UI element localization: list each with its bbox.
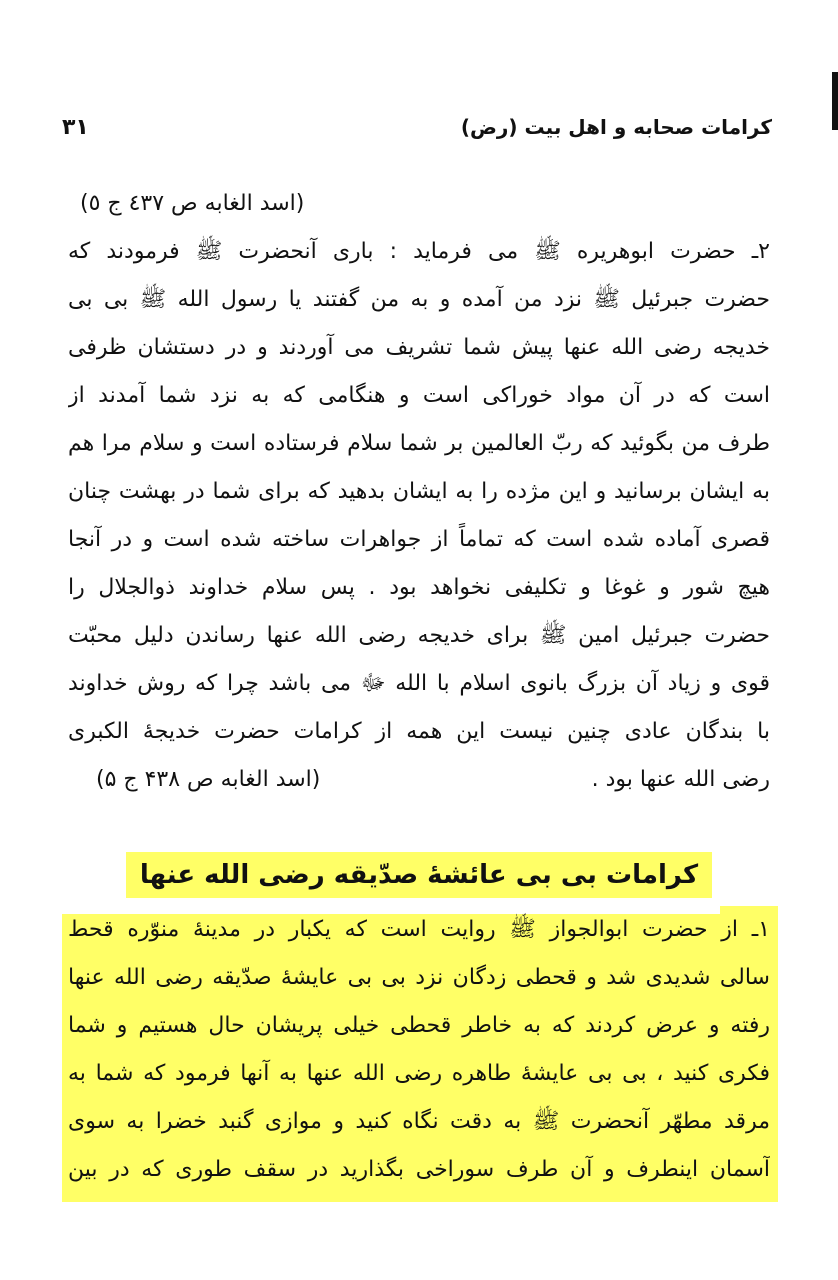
- paragraph-line: است که در آن مواد خوراکی است و هنگامی که به نزد شما آمدند از: [68, 383, 770, 408]
- page-number-wrap: [62, 115, 89, 140]
- highlight-line: سالی شدیدی شد و قحطی زدگان نزد بی بی عایشۀ صدّیقه رضی الله عنها: [68, 965, 770, 990]
- highlight-line: آسمان اینطرف و آن طرف سوراخی بگذارید در سقف طوری که در بین: [68, 1157, 770, 1182]
- paragraph-end-text: رضی الله عنها بود .: [591, 767, 770, 792]
- highlight-line: رفته و عرض کردند که به خاطر قحطی خیلی پریشان حال هستیم و شما: [68, 1013, 770, 1038]
- paragraph-line: قوی و زیاد آن بزرگ بانوی اسلام با الله ﷻ می باشد چرا که روش خداوند: [68, 671, 770, 696]
- paragraph-line: حضرت جبرئیل ﷺ نزد من آمده و به من گفتند یا رسول الله ﷺ بی بی: [68, 287, 770, 312]
- body-text: [68, 180, 770, 804]
- page-header: [62, 112, 772, 142]
- section-heading: [0, 852, 838, 898]
- highlighted-text: [68, 906, 770, 1194]
- intro-reference: (اسد الغابه ص ٤٣٧ ج ٥): [80, 191, 305, 216]
- paragraph-line: قصری آماده شده است که تماماً از جواهرات ساخته شده است و در آنجا: [68, 527, 770, 552]
- paragraph-reference: (اسد الغابه ص ۴۳۸ ج ۵): [96, 767, 321, 792]
- highlight-line: ۱ـ از حضرت ابوالجواز ﷺ روایت است که یکبار در مدینۀ منوّره قحط: [68, 917, 770, 942]
- paragraph-line: با بندگان عادی چنین نیست این همه از کرامات حضرت خدیجۀ الکبری: [68, 719, 770, 744]
- paragraph-line: خدیجه رضی الله عنها پیش شما تشریف می آوردند و در دستشان ظرفی: [68, 335, 770, 360]
- page-number: ۳۱: [62, 114, 89, 140]
- paragraph-line: ۲ـ حضرت ابوهریره ﷺ می فرماید : باری آنحضرت ﷺ فرمودند که: [68, 239, 770, 264]
- paragraph-line: به ایشان برسانید و این مژده را به ایشان بدهید که برای شما در بهشت چنان: [68, 479, 770, 504]
- paragraph-line: هیچ شور و غوغا و تکلیفی نخواهد بود . پس سلام خداوند ذوالجلال را: [68, 575, 770, 600]
- paragraph-last-line: [68, 756, 770, 804]
- section-heading-text: کرامات بی بی عائشۀ صدّیقه رضی الله عنها: [126, 852, 712, 898]
- highlight-line: فکری کنید ، بی بی عایشۀ طاهره رضی الله عنها به آنها فرمود که شما به: [68, 1061, 770, 1086]
- running-title: کرامات صحابه و اهل بیت (رض): [460, 115, 772, 139]
- paragraph-line: حضرت جبرئیل امین ﷺ برای خدیجه رضی الله عنها رساندن دلیل محبّت: [68, 623, 770, 648]
- running-title-wrap: [461, 115, 772, 139]
- paragraph-line: طرف من بگوئید که ربّ العالمین بر شما سلام فرستاده است و سلام مرا هم: [68, 431, 770, 456]
- scan-edge-mark: [832, 72, 838, 130]
- highlight-line: مرقد مطهّر آنحضرت ﷺ به دقت نگاه کنید و موازی گنبد خضرا به سوی: [68, 1109, 770, 1134]
